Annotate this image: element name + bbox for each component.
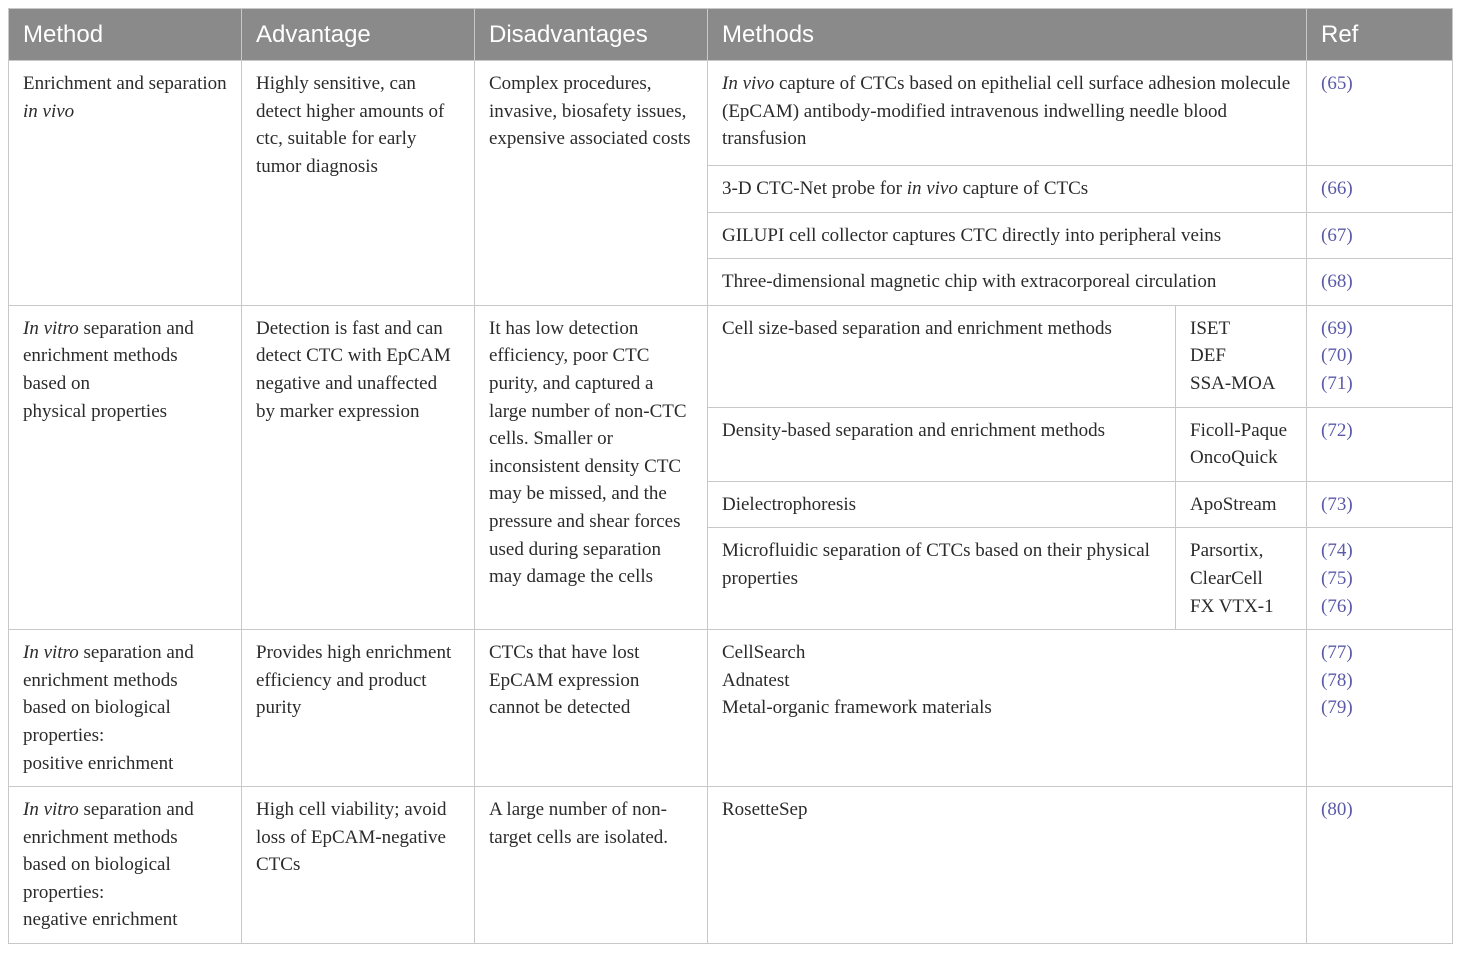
ref-link[interactable]: (66) (1321, 178, 1353, 199)
table-row (9, 305, 1453, 407)
ref-link[interactable]: (77) (1321, 642, 1353, 664)
methods-cell: CellSearch Adnatest Metal-organic framework materials (708, 630, 1307, 787)
ref-cell (1307, 407, 1453, 481)
ref-link[interactable]: (71) (1321, 372, 1353, 394)
ref-link[interactable]: (65) (1321, 73, 1353, 94)
methods-cell: 3-D CTC-Net probe for in vivo capture of CTCs (708, 166, 1307, 213)
table-row (9, 787, 1453, 944)
methods-cell: RosetteSep (708, 787, 1307, 944)
method-cell: In vitro separation and enrichment methods based on biological properties: positive enrichment (9, 630, 242, 787)
method-cell: In vitro separation and enrichment methods based on physical properties (9, 305, 242, 629)
ref-cell (1307, 212, 1453, 259)
method-cell: Enrichment and separation in vivo (9, 61, 242, 306)
advantage-cell: High cell viability; avoid loss of EpCAM-negative CTCs (242, 787, 475, 944)
ref-link[interactable]: (80) (1321, 799, 1353, 821)
ref-cell (1307, 630, 1453, 787)
ref-link[interactable]: (75) (1321, 567, 1353, 589)
ref-link[interactable]: (74) (1321, 540, 1353, 562)
ref-link[interactable]: (78) (1321, 669, 1353, 691)
methods-cell: Dielectrophoresis (708, 481, 1176, 528)
ref-link[interactable]: (69) (1321, 317, 1353, 339)
methods-cell: Three-dimensional magnetic chip with extracorporeal circulation (708, 259, 1307, 306)
ref-cell (1307, 787, 1453, 944)
ref-link[interactable]: (68) (1321, 271, 1353, 293)
disadvantage-cell: Complex procedures, invasive, biosafety issues, expensive associated costs (475, 61, 708, 306)
ref-cell (1307, 305, 1453, 407)
methods-cell: GILUPI cell collector captures CTC directly into peripheral veins (708, 212, 1307, 259)
ref-cell (1307, 259, 1453, 306)
ref-link[interactable]: (72) (1321, 419, 1353, 441)
disadvantage-cell: It has low detection efficiency, poor CTC purity, and captured a large number of non-CTC cells. Smaller or inconsistent density CTC may be missed, and the pressure and shear forces used during separation may damage the cells (475, 305, 708, 629)
header-row (9, 9, 1453, 61)
header-ref: Ref (1307, 9, 1453, 61)
ref-link[interactable]: (79) (1321, 697, 1353, 719)
advantage-cell: Detection is fast and can detect CTC with EpCAM negative and unaffected by marker expression (242, 305, 475, 629)
methods-cell: Density-based separation and enrichment methods (708, 407, 1176, 481)
header-method: Method (9, 9, 242, 61)
table-row (9, 630, 1453, 787)
ctc-methods-table (8, 8, 1453, 944)
header-methods: Methods (708, 9, 1307, 61)
methods-cell: In vivo capture of CTCs based on epithelial cell surface adhesion molecule (EpCAM) antibody-modified intravenous indwelling needle blood transfusion (708, 61, 1307, 166)
ref-cell (1307, 166, 1453, 213)
device-cell: ISET DEF SSA-MOA (1176, 305, 1307, 407)
ref-link[interactable]: (70) (1321, 345, 1353, 367)
device-cell: Ficoll-Paque OncoQuick (1176, 407, 1307, 481)
disadvantage-cell: A large number of non-target cells are isolated. (475, 787, 708, 944)
ref-link[interactable]: (67) (1321, 224, 1353, 246)
header-advantage: Advantage (242, 9, 475, 61)
advantage-cell: Provides high enrichment efficiency and product purity (242, 630, 475, 787)
header-disadvantages: Disadvantages (475, 9, 708, 61)
ref-link[interactable]: (76) (1321, 595, 1353, 617)
device-cell: Parsortix, ClearCell FX VTX-1 (1176, 528, 1307, 630)
ref-cell (1307, 528, 1453, 630)
methods-cell: Cell size-based separation and enrichment methods (708, 305, 1176, 407)
table-row (9, 61, 1453, 166)
ref-link[interactable]: (73) (1321, 493, 1353, 515)
device-cell: ApoStream (1176, 481, 1307, 528)
ref-cell (1307, 61, 1453, 166)
disadvantage-cell: CTCs that have lost EpCAM expression cannot be detected (475, 630, 708, 787)
method-cell: In vitro separation and enrichment methods based on biological properties: negative enrichment (9, 787, 242, 944)
methods-cell: Microfluidic separation of CTCs based on their physical properties (708, 528, 1176, 630)
advantage-cell: Highly sensitive, can detect higher amounts of ctc, suitable for early tumor diagnosis (242, 61, 475, 306)
ref-cell (1307, 481, 1453, 528)
